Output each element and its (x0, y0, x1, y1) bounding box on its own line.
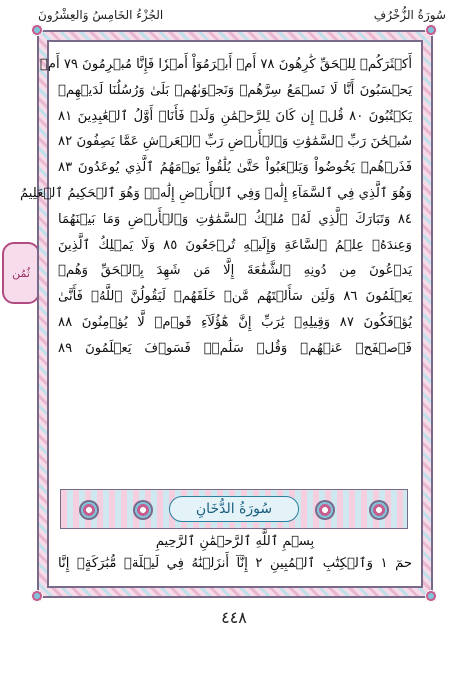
banner-rosette-icon (79, 500, 99, 520)
text-line: وَعِندَهُۥ عِلۡمُ ٱلسَّاعَةِ وَإِلَيۡهِ تُرۡجَعُونَ ٨٥ وَلَا يَمۡلِكُ ٱلَّذِينَ (58, 237, 412, 253)
corner-rosette-icon (31, 24, 43, 36)
text-line: يَعۡلَمُونَ ٨٦ وَلَئِن سَأَلۡتَهُم مَّنۡ خَلَقَهُمۡ لَيَقُولُنَّ ٱللَّهُۖ فَأَنَّىٰ (58, 289, 412, 305)
hizb-marker-label: ثُمُن (12, 266, 30, 280)
surah-title: سُورَةُ الدُّخَانِ (195, 501, 273, 517)
corner-rosette-icon (425, 590, 437, 602)
surah-name: سُورَةُ الزُّخْرُفِ (373, 8, 446, 22)
text-line: يَدۡعُونَ مِن دُونِهِ ٱلشَّفَٰعَةَ إِلَّا مَن شَهِدَ بِٱلۡحَقِّ وَهُمۡ (58, 263, 412, 279)
banner-rosette-icon (369, 500, 389, 520)
text-line: حمٓ ١ وَٱلۡكِتَٰبِ ٱلۡمُبِينِ ٢ إِنَّآ أَنزَلۡنَٰهُ فِي لَيۡلَةٖ مُّبَٰرَكَةٍۚ إِنَّا (58, 556, 412, 571)
page-header (0, 6, 468, 28)
text-line: يُؤۡفَكُونَ ٨٧ وَقِيلِهِۦ يَٰرَبِّ إِنَّ هَٰٓؤُلَآءِ قَوۡمٞ لَّا يُؤۡمِنُونَ ٨٨ (58, 314, 412, 330)
juz-name: الجُزْءُ الخَامِسُ وَالعِشْرُونَ (38, 8, 164, 22)
text-line: ٨٤ وَتَبَارَكَ ٱلَّذِي لَهُۥ مُلۡكُ ٱلسَّمَٰوَٰتِ وَٱلۡأَرۡضِ وَمَا بَيۡنَهُمَا (58, 211, 412, 227)
surah-banner (60, 489, 408, 529)
basmala: بِسۡمِ ٱللَّهِ ٱلرَّحۡمَٰنِ ٱلرَّحِيمِ (155, 534, 315, 549)
banner-rosette-icon (315, 500, 335, 520)
hizb-marker (2, 242, 40, 304)
text-line: فَٱصۡفَحۡ عَنۡهُمۡ وَقُلۡ سَلَٰمٞۚ فَسَوۡفَ يَعۡلَمُونَ ٨٩ (58, 340, 412, 356)
surah-title-box (169, 496, 299, 522)
text-line: فَذَرۡهُمۡ يَخُوضُواْ وَيَلۡعَبُواْ حَتَّىٰ يُلَٰقُواْ يَوۡمَهُمُ ٱلَّذِي يُوعَدُونَ ٨٣ (58, 160, 412, 176)
banner-rosette-icon (133, 500, 153, 520)
text-line: أَكۡثَرَكُمۡ لِلۡحَقِّ كَٰرِهُونَ ٧٨ أَمۡ أَبۡرَمُوٓاْ أَمۡرٗا فَإِنَّا مُبۡرِمُونَ ٧٩ أَمۡ (39, 57, 412, 72)
text-line: وَهُوَ ٱلَّذِي فِي ٱلسَّمَآءِ إِلَٰهٞ وَفِي ٱلۡأَرۡضِ إِلَٰهٞۚ وَهُوَ ٱلۡحَكِيمُ ٱلۡعَلِيمُ (20, 185, 412, 201)
text-line: يَكۡتُبُونَ ٨٠ قُلۡ إِن كَانَ لِلرَّحۡمَٰنِ وَلَدٞ فَأَنَا۠ أَوَّلُ ٱلۡعَٰبِدِينَ ٨١ (58, 108, 413, 124)
corner-rosette-icon (425, 24, 437, 36)
text-line: يَحۡسَبُونَ أَنَّا لَا نَسۡمَعُ سِرَّهُمۡ وَنَجۡوَىٰهُمۚ بَلَىٰ وَرُسُلُنَا لَدَيۡهِمۡ (58, 82, 412, 98)
corner-rosette-icon (31, 590, 43, 602)
page-number: ٤٤٨ (221, 608, 247, 627)
text-line: سُبۡحَٰنَ رَبِّ ٱلسَّمَٰوَٰتِ وَٱلۡأَرۡضِ رَبِّ ٱلۡعَرۡشِ عَمَّا يَصِفُونَ ٨٢ (58, 134, 412, 150)
